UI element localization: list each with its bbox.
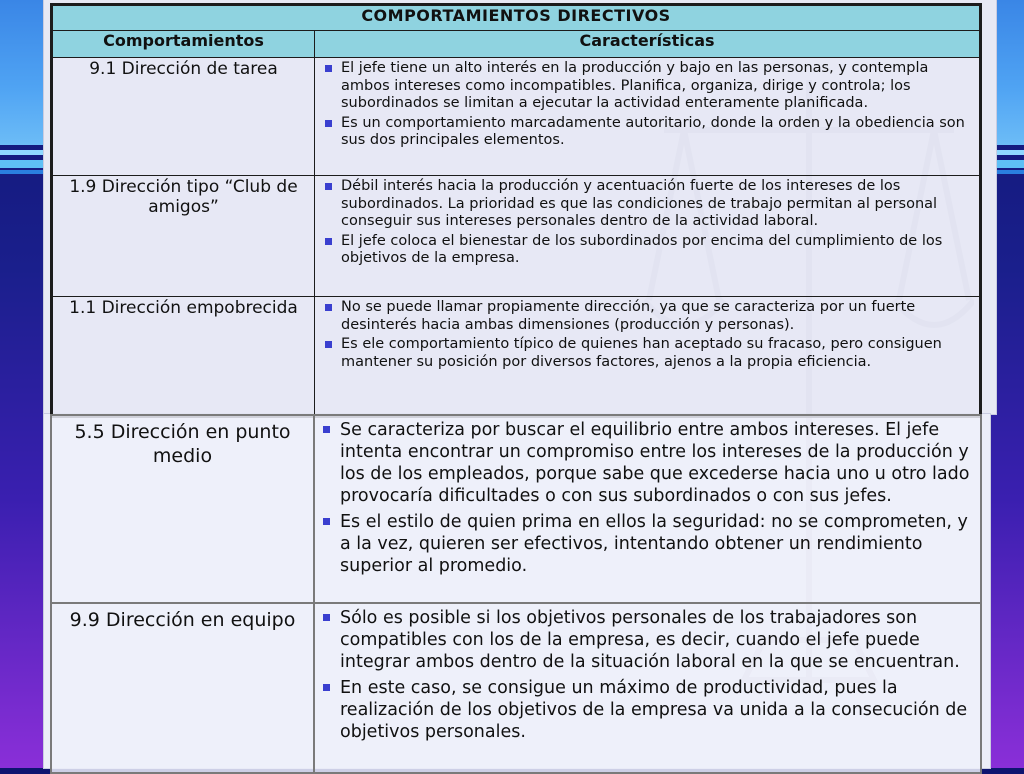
behavior-name: 1.9 Dirección tipo “Club de amigos” (52, 176, 315, 297)
left-decorative-band (0, 0, 50, 768)
list-item (325, 336, 973, 371)
behavior-name: 9.1 Dirección de tarea (52, 58, 315, 176)
characteristic-text: Es ele comportamiento típico de quienes han aceptado su fracaso, pero consiguen mantener su posición por diversos factores, ajenos a la propia eficiencia. (341, 336, 942, 370)
behavior-name: 9.9 Dirección en equipo (51, 603, 314, 773)
table-row (52, 297, 981, 417)
list-item (325, 60, 973, 113)
behaviors-table-top (50, 3, 982, 418)
behavior-name: 5.5 Dirección en punto medio (51, 415, 314, 603)
square-bullet-icon (323, 614, 330, 621)
column-header-behaviors: Comportamientos (52, 31, 315, 58)
square-bullet-icon (325, 341, 332, 348)
characteristic-text: El jefe coloca el bienestar de los subordinados por encima del cumplimiento de los objetivos de la empresa. (341, 232, 943, 266)
list-item (325, 299, 973, 334)
table-row (51, 603, 981, 773)
square-bullet-icon (323, 426, 330, 433)
square-bullet-icon (325, 65, 332, 72)
characteristics-cell (315, 176, 981, 297)
list-item (323, 607, 974, 673)
square-bullet-icon (325, 304, 332, 311)
characteristics-cell (314, 415, 981, 603)
list-item (325, 233, 973, 268)
characteristic-text: Es el estilo de quien prima en ellos la seguridad: no se comprometen, y a la vez, quieren ser efectivos, intentando obtener un rendimiento superior al promedio. (340, 512, 968, 576)
square-bullet-icon (325, 183, 332, 190)
column-header-characteristics: Características (315, 31, 981, 58)
characteristic-text: Se caracteriza por buscar el equilibrio entre ambos intereses. El jefe intenta encontrar un compromiso entre los intereses de la producción y los de los empleados, porque sabe que excederse hacia uno u otro lado provocaría dificultades o con sus subordinados o con sus jefes. (340, 420, 970, 506)
list-item (325, 178, 973, 231)
list-item (323, 677, 974, 743)
characteristic-text: No se puede llamar propiamente dirección, ya que se caracteriza por un fuerte desinterés hacia ambas dimensiones (producción y personas). (341, 299, 916, 333)
behaviors-table-bottom (50, 414, 982, 774)
characteristic-text: El jefe tiene un alto interés en la producción y bajo en las personas, y contempla ambos intereses como incompatibles. Planifica, organiza, dirige y controla; los subordinados se limitan a ejecutar la actividad enteramente planificada. (341, 60, 929, 111)
characteristic-text: En este caso, se consigue un máximo de productividad, pues la realización de los objetivos de la empresa va unida a la consecución de objetivos personales. (340, 678, 968, 742)
characteristics-cell (315, 297, 981, 417)
characteristics-cell (314, 603, 981, 773)
table-row (52, 58, 981, 176)
characteristic-text: Sólo es posible si los objetivos personales de los trabajadores son compatibles con los de la empresa, es decir, cuando el jefe puede integrar ambos dentro de la situación laboral en la que se encuentran. (340, 608, 960, 672)
square-bullet-icon (323, 684, 330, 691)
square-bullet-icon (325, 120, 332, 127)
list-item (323, 511, 974, 577)
list-item (323, 419, 974, 507)
characteristic-text: Es un comportamiento marcadamente autoritario, donde la orden y la obediencia son sus dos principales elementos. (341, 114, 965, 148)
table-title: COMPORTAMIENTOS DIRECTIVOS (52, 5, 981, 31)
table-row (52, 176, 981, 297)
characteristics-cell (315, 58, 981, 176)
table-row (51, 415, 981, 603)
square-bullet-icon (325, 238, 332, 245)
list-item (325, 115, 973, 150)
behavior-name: 1.1 Dirección empobrecida (52, 297, 315, 417)
characteristic-text: Débil interés hacia la producción y acentuación fuerte de los intereses de los subordinados. La prioridad es que las condiciones de trabajo permitan al personal conseguir sus intereses personales dentro de la actividad laboral. (341, 178, 938, 229)
square-bullet-icon (323, 518, 330, 525)
